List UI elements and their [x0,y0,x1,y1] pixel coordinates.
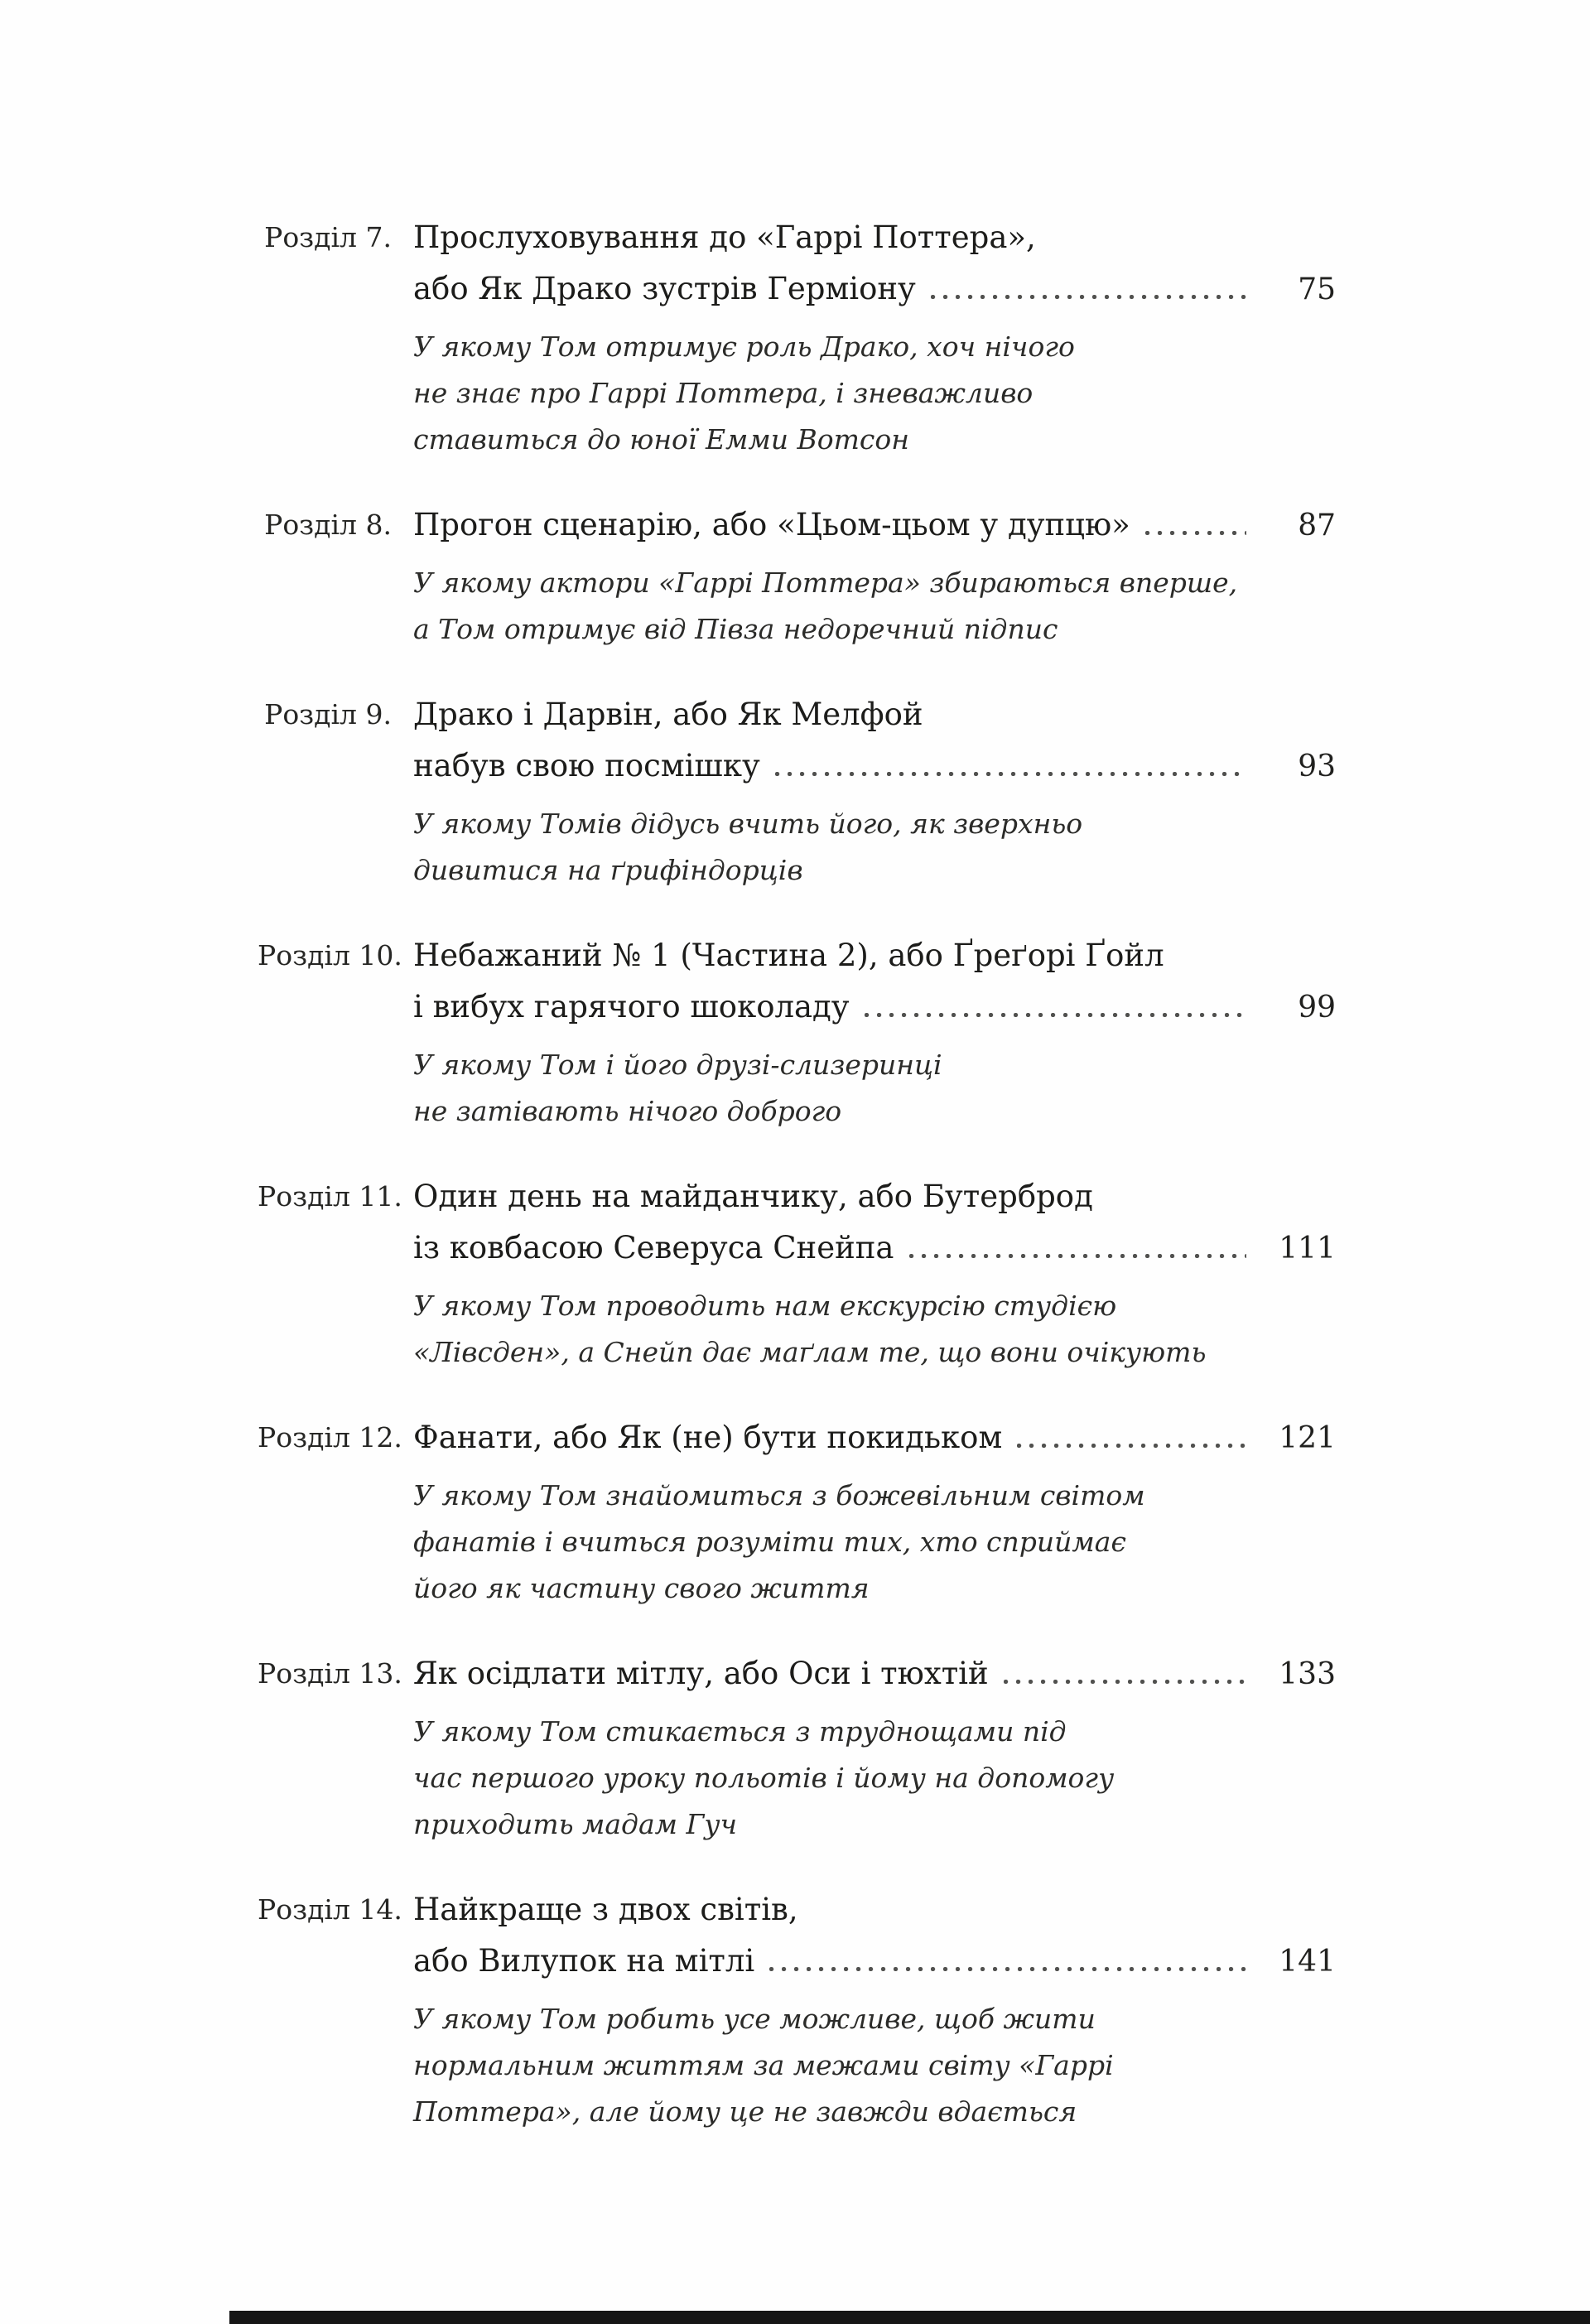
chapter-description-line: У якому Том отримує роль Драко, хоч нічого [413,330,1075,363]
chapter-description [413,324,1336,463]
chapter-description-line: У якому актори «Гаррі Поттера» збираються вперше, [413,567,1238,599]
dotted-leader [1004,1680,1246,1684]
chapter-description [413,1042,1336,1135]
bottom-edge-bar [229,2311,1590,2324]
chapter-description [413,1996,1336,2135]
toc-entry-body [413,1171,1336,1376]
chapter-title-line [413,740,1336,793]
toc-list [258,212,1336,2172]
chapter-title-line [413,1884,1336,1936]
chapter-title-text: Як осідлати мітлу, або Оси і тюхтій [413,1656,989,1691]
chapter-description-line: нормальним життям за межами світу «Гаррі [413,2049,1114,2081]
page-number: 93 [1298,750,1336,784]
page-number: 99 [1298,991,1336,1025]
chapter-description-line: ставиться до юної Емми Вотсон [413,423,910,456]
dotted-leader [865,1013,1246,1017]
chapter-title-line [413,1648,1336,1700]
toc-entry-body [413,499,1336,653]
dotted-leader [769,1967,1246,1971]
page-number: 87 [1298,509,1336,542]
chapter-description [413,560,1336,653]
chapter-title-text: або Вилупок на мітлі [413,1943,755,1979]
chapter-title-text: Драко і Дарвін, або Як Мелфой [413,697,923,732]
chapter-title-line [413,981,1336,1034]
chapter-title-line [413,1222,1336,1275]
toc-entry [258,689,1336,894]
chapter-label: Розділ 11. [258,1180,402,1213]
chapter-description-line: час першого уроку польотів і йому на допомогу [413,1762,1115,1794]
chapter-label: Розділ 12. [258,1421,402,1454]
chapter-title-text: або Як Драко зустрів Герміону [413,271,916,306]
chapter-title [413,1884,1336,1988]
chapter-description [413,801,1336,894]
chapter-title [413,689,1336,793]
chapter-description-line: не знає про Гаррі Поттера, і зневажливо [413,377,1034,409]
dotted-leader [775,772,1246,776]
toc-entry [258,212,1336,463]
chapter-description-line: його як частину свого життя [413,1572,870,1604]
toc-entry-body [413,1648,1336,1848]
chapter-title [413,212,1336,316]
chapter-title [413,930,1336,1034]
chapter-description-line: «Лівсден», а Снейп дає маґлам те, що вони очікують [413,1336,1207,1368]
chapter-description-line: У якому Томів дідусь вчить його, як зверхньо [413,808,1083,840]
page-number: 133 [1279,1657,1336,1691]
chapter-title-line [413,1936,1336,1988]
chapter-title [413,499,1336,552]
toc-entry [258,499,1336,653]
chapter-description-line: У якому Том знайомиться з божевільним світом [413,1479,1145,1512]
chapter-label: Розділ 8. [264,509,392,541]
chapter-description-line: фанатів і вчиться розуміти тих, хто сприймає [413,1526,1126,1558]
chapter-label: Розділ 9. [264,698,392,730]
chapter-description [413,1709,1336,1848]
page-number: 111 [1279,1232,1336,1266]
toc-entry [258,1171,1336,1376]
toc-entry-body [413,1884,1336,2135]
chapter-title [413,1648,1336,1700]
toc-entry [258,930,1336,1135]
chapter-description-line: У якому Том робить усе можливе, щоб жити [413,2003,1096,2035]
chapter-title-line [413,689,1336,740]
chapter-description-line: У якому Том і його друзі-слизеринці [413,1049,942,1081]
toc-entry-body [413,1412,1336,1612]
chapter-title [413,1412,1336,1464]
page-number: 121 [1279,1421,1336,1455]
chapter-description-line: дивитися на ґрифіндорців [413,854,803,886]
toc-entry-body [413,930,1336,1135]
chapter-title-text: набув свою посмішку [413,748,760,784]
chapter-description-line: не затівають нічого доброго [413,1095,842,1127]
chapter-title-line [413,1171,1336,1222]
toc-entry-body [413,689,1336,894]
chapter-label: Розділ 7. [264,221,392,253]
page-number: 141 [1279,1945,1336,1979]
page-number: 75 [1298,272,1336,306]
toc-entry [258,1648,1336,1848]
dotted-leader [1017,1444,1246,1448]
chapter-title-text: Найкраще з двох світів, [413,1892,798,1927]
chapter-description-line: приходить мадам Гуч [413,1808,738,1840]
chapter-title-text: і вибух гарячого шоколаду [413,989,850,1025]
chapter-title-text: Прогон сценарію, або «Цьом-цьом у дупцю» [413,507,1130,542]
dotted-leader [931,295,1246,299]
chapter-title-text: Прослуховування до «Гаррі Поттера», [413,219,1036,255]
toc-entry [258,1884,1336,2135]
chapter-description-line: а Том отримує від Півза недоречний підпис [413,613,1058,645]
chapter-label: Розділ 14. [258,1893,402,1926]
chapter-description [413,1473,1336,1612]
chapter-title-line [413,930,1336,981]
chapter-label: Розділ 13. [258,1657,402,1690]
chapter-title-text: Небажаний № 1 (Частина 2), або Ґреґорі Ґойл [413,938,1164,973]
chapter-title-line [413,1412,1336,1464]
chapter-description-line: Поттера», але йому це не завжди вдається [413,2095,1077,2128]
chapter-title [413,1171,1336,1275]
chapter-title-line [413,212,1336,263]
chapter-title-text: Фанати, або Як (не) бути покидьком [413,1420,1003,1455]
dotted-leader [909,1254,1247,1258]
chapter-description [413,1283,1336,1376]
chapter-title-line [413,263,1336,316]
chapter-label: Розділ 10. [258,939,402,972]
chapter-title-line [413,499,1336,552]
dotted-leader [1145,531,1246,535]
chapter-description-line: У якому Том стикається з труднощами під [413,1715,1067,1748]
toc-entry [258,1412,1336,1612]
chapter-title-text: Один день на майданчику, або Бутерброд [413,1179,1093,1214]
chapter-description-line: У якому Том проводить нам екскурсію студією [413,1290,1117,1322]
toc-entry-body [413,212,1336,463]
chapter-title-text: із ковбасою Северуса Снейпа [413,1230,894,1266]
